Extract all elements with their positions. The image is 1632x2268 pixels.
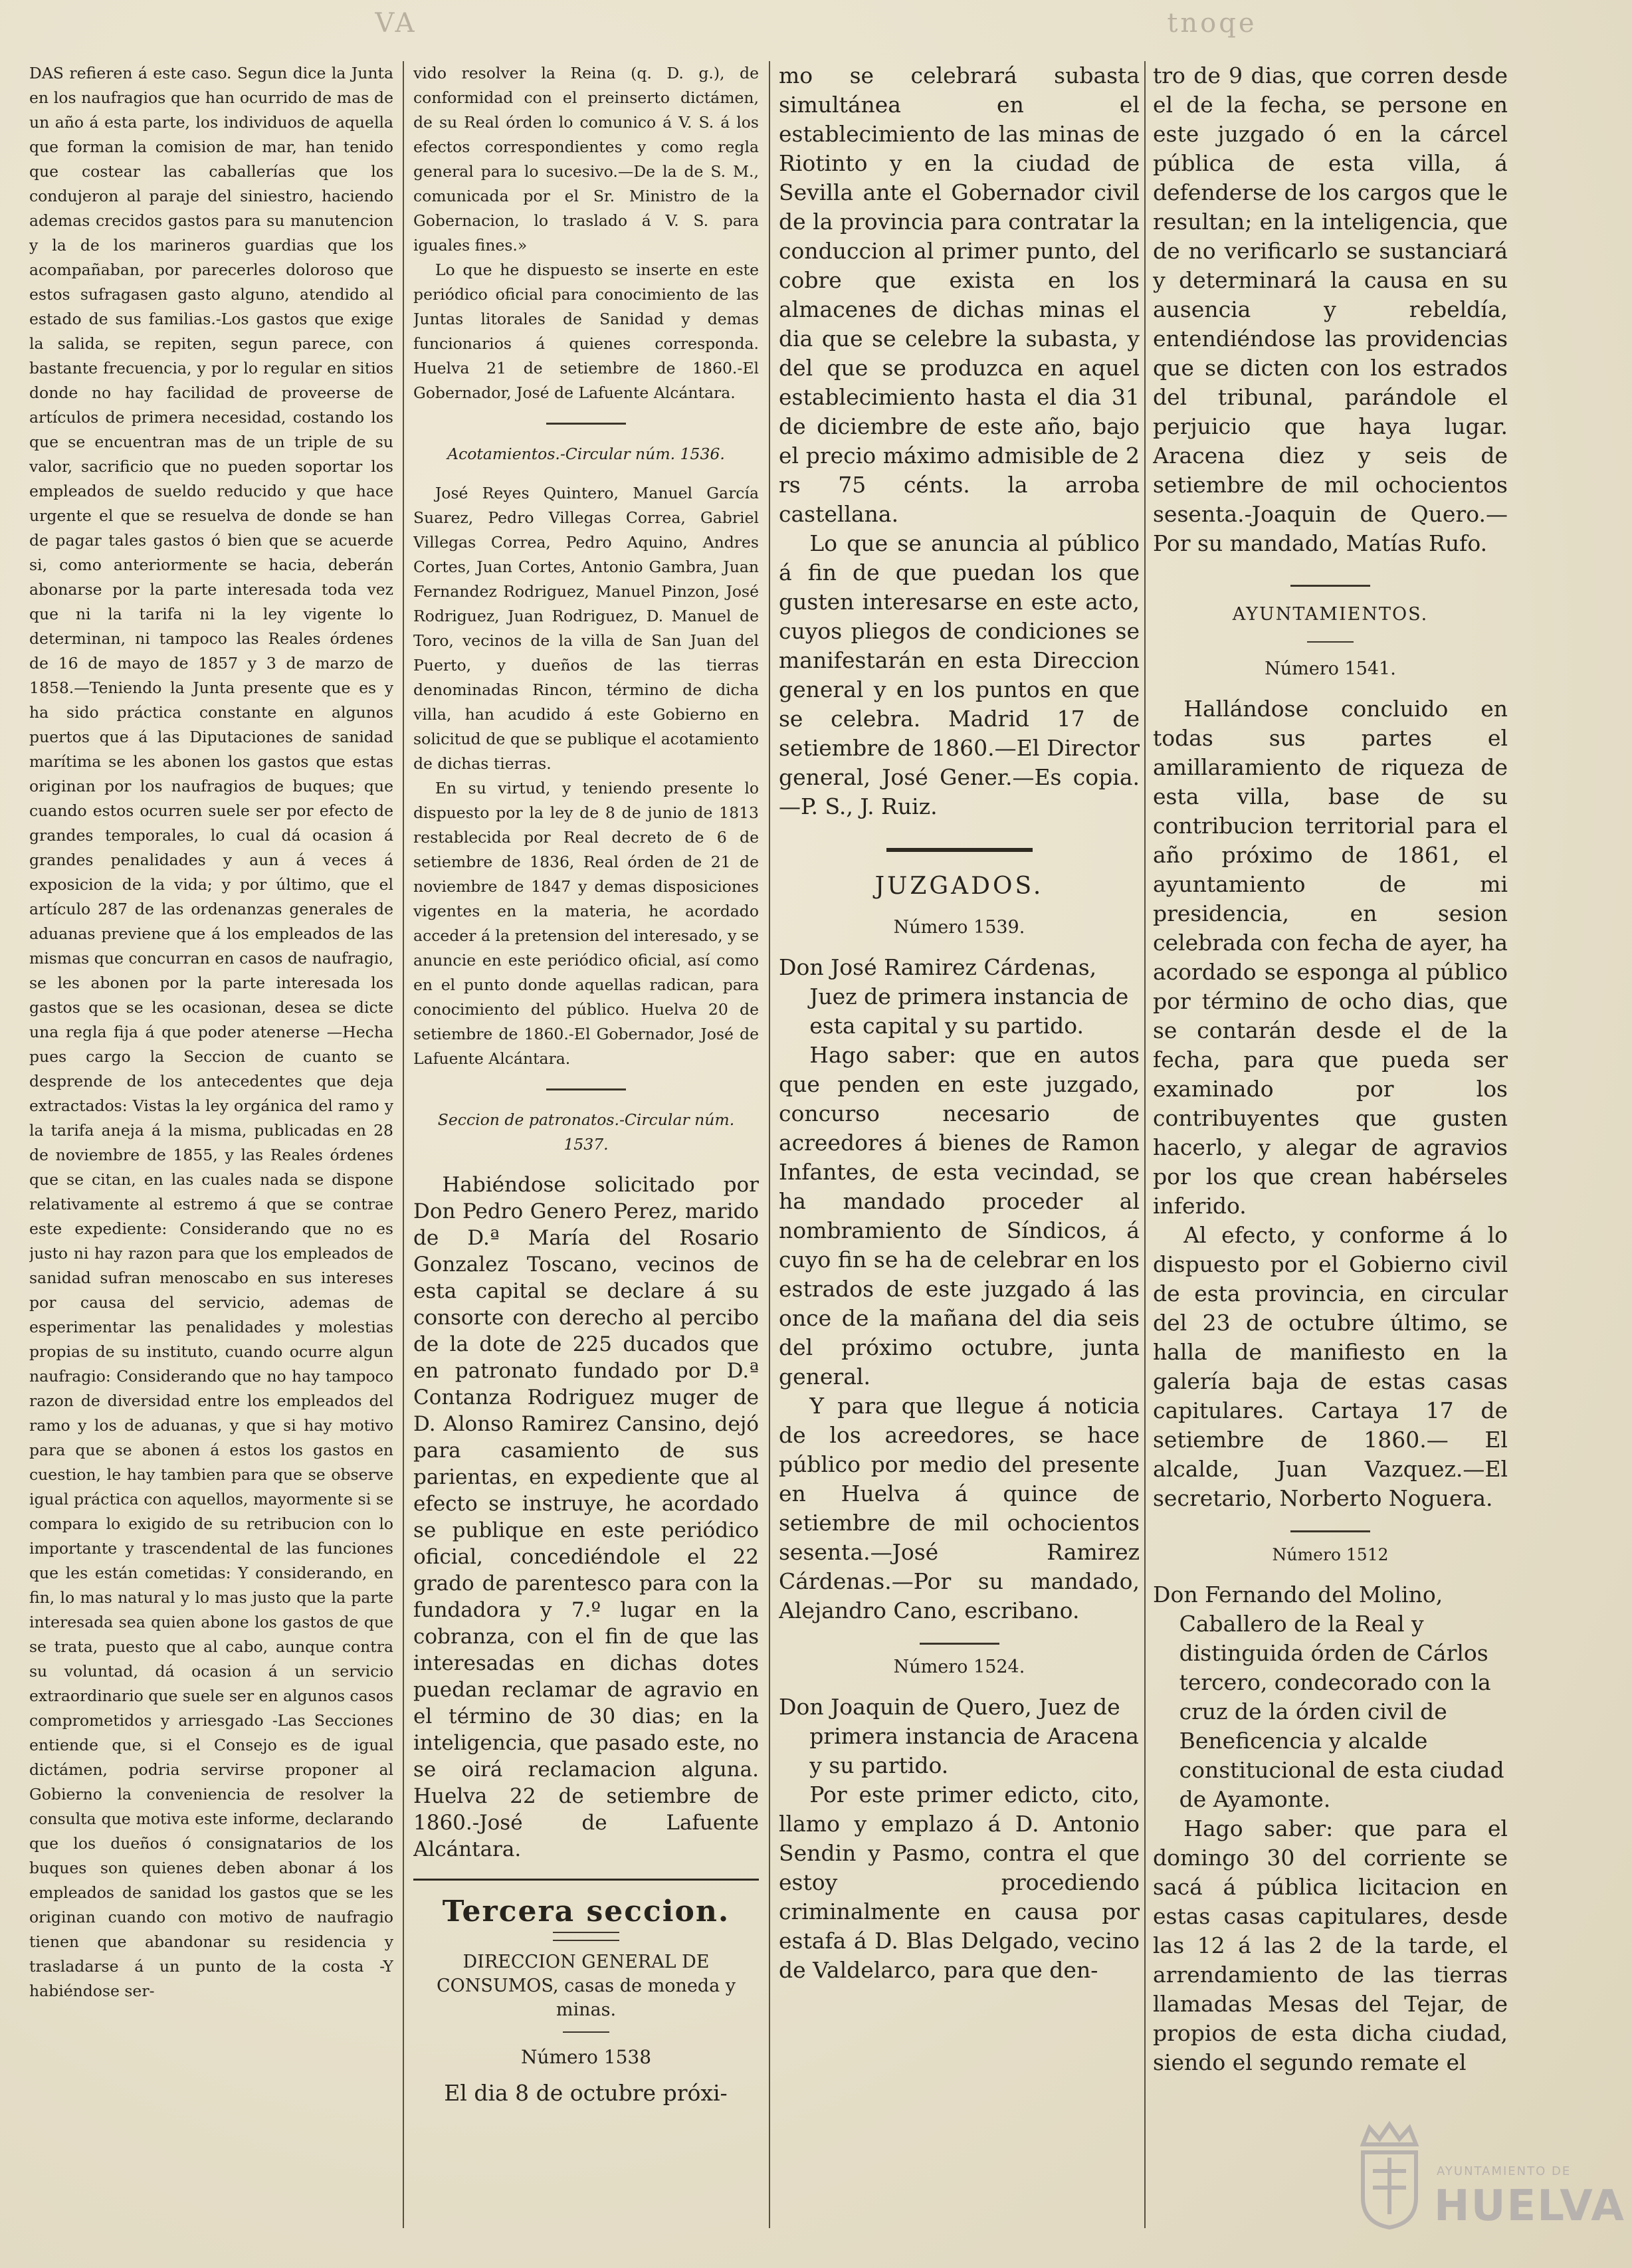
separator-rule: [546, 1088, 626, 1090]
circular-1536-heading: Acotamientos.-Circular núm. 1536.: [447, 445, 725, 463]
col3-paragraph-6: Don Joaquin de Quero, Juez de primera instancia de Aracena y su partido.: [779, 1694, 1139, 1778]
logo-small-text: AYUNTAMIENTO DE: [1437, 2164, 1572, 2178]
col3-paragraph-5: Y para que llegue á noticia de los acreedores, se hace público por medio del presente en Huelva á quince de setiembre de mil ochocientos sesenta.—José Ramirez Cárdenas.—Por su mandado, Alejandro Cano, escribano.: [779, 1393, 1140, 1623]
header-right: tnoqe: [1167, 8, 1257, 39]
section-title: Tercera seccion.: [442, 1895, 730, 1928]
col2-paragraph-4: En su virtud, y teniendo presente lo dispuesto por la ley de 8 de junio de 1813 restablecida por Real decreto de 6 de setiembre de 1836, Real órden de 21 de noviembre de 1847 y demas disposiciones vigentes en la materia, he acordado acceder á la pretension del interesado, y se anuncie en este periódico oficial, así como en el punto donde aquellas radican, para conocimiento del público. Huelva 20 de setiembre de 1860.-El Gobernador, José de Lafuente Alcántara.: [413, 779, 759, 1068]
crown-shield-icon: [1353, 2118, 1426, 2231]
column-1: [29, 61, 393, 2228]
col4-paragraph-5: Hago saber: que para el domingo 30 del corriente se sacá á pública licitacion en estas casas capitulares, desde las 12 á las 2 de la tarde, el arrendamiento de las tierras llamadas Mesas del Tejar, de propios de esta dicha ciudad, siendo el segundo remate el: [1153, 1815, 1508, 2075]
column-divider: [769, 61, 770, 2228]
ayuntamientos-heading: AYUNTAMIENTOS.: [1232, 604, 1429, 625]
separator-rule: [920, 1643, 999, 1645]
col3-paragraph-3: Don José Ramirez Cárdenas, Juez de primera instancia de esta capital y su partido.: [779, 954, 1129, 1039]
col3-paragraph-7: Por este primer edicto, cito, llamo y emplazo á D. Antonio Sendin y Pasmo, contra el que estoy procediendo criminalmente en causa por estafa á D. Blas Delgado, vecino de Valdelarco, para que den-: [779, 1782, 1140, 1983]
juzgados-heading: JUZGADOS.: [874, 873, 1044, 900]
number-1524: Número 1524.: [893, 1657, 1025, 1677]
direccion-heading: DIRECCION GENERAL DE CONSUMOS, casas de moneda y minas.: [436, 1952, 736, 2020]
col1-paragraph: DAS refieren á este caso. Segun dice la Junta en los naufragios que han ocurrido de mas de un año á esta parte, los individuos de aquella que forman la comision de mar, han tenido que costear las caballerías que los condujeron al paraje del siniestro, haciendo ademas crecidos gastos para su manutencion y la de los marineros guardias que los acompañaban, por parecerles doloroso que estos sufragasen gasto alguno, atendido al estado de sus familias.-Los gastos que exige la salida, se repiten, segun parece, con bastante frecuencia, y por lo regular en sitios donde no hay facilidad de proveerse de artículos de primera necesidad, costando los que se encuentran mas de un triple de su valor, sacrificio que no pueden soportar los empleados de sueldo reducido y que hace urgente el que se resuelva de donde se han de pagar tales gastos ó bien que se acuerde si, como anteriormente se hacia, deberán abonarse por la parte interesada toda vez que ni la tarifa ni la ley vigente lo determinan, ni tampoco las Reales órdenes de 16 de mayo de 1857 y 3 de marzo de 1858.—Teniendo la Junta presente que es y ha sido práctica constante en algunos puertos que á las Diputaciones de sanidad marítima se les abonen los gastos que estas originan por los naufragios de buques; que cuando estos ocurren suele ser por efecto de grandes temporales, lo cual dá ocasion á grandes penalidades y aun á veces á exposicion de la vida; y por último, que el artículo 287 de las ordenanzas generales de aduanas previene que á los empleados de las mismas que concurran en casos de naufragio, se les abonen por la parte interesada los gastos que se les ocasionan, desea se dicte una regla fija á que poder atenerse —Hecha pues cargo la Seccion de cuanto se desprende de los antecedentes que deja extractados: Vistas la ley orgánica del ramo y la tarifa aneja á la misma, publicadas en 28 de noviembre de 1855, y las Reales órdenes que se citan, en las cuales nada se dispone relativamente al estremo á que se contrae este expediente: Considerando que no es justo ni hay razon para que los empleados de sanidad sufran menoscabo en sus intereses por causa del servicio, ademas de esperimentar las penalidades y molestias propias de su instituto, cuando ocurre algun naufragio: Considerando que no hay tampoco razon de diversidad entre los empleados del ramo y los de aduanas, y que si hay motivo para que se abonen á estos los gastos en cuestion, le hay tambien para que se observe igual práctica con aquellos, mayormente si se compara lo exigido de su retribucion con lo importante y trascendental de las funciones que les están cometidas: Y considerando, en fin, lo mas natural y lo mas justo que la parte interesada sea quien abone los gastos de que se trata, puesto que al cabo, aunque contra su voluntad, dá ocasion á un servicio extraordinario que suele ser en algunos casos comprometidos y arriesgado -Las Secciones entiende que, si el Consejo es de igual dictámen, podria servirse proponer al Gobierno la conveniencia de resolver la consulta que motiva este informe, declarando que los dueños ó consignatarios de los buques son quienes deben abonar á los empleados de sanidad los gastos que se les originan cuando con motivo de naufragio tienen que abandonar su residencia y trasladarse á un punto de la costa -Y habiéndose ser-: [29, 64, 393, 2000]
separator-rule: [1290, 585, 1370, 587]
col3-paragraph-1: mo se celebrará subasta simultánea en el establecimiento de las minas de Riotinto y en la ciudad de Sevilla ante el Gobernador civil de la provincia para contratar la conduccion al primer punto, del cobre que exista en los almacenes de dichas minas el dia que se celebre la subasta, y del que se produzca en aquel establecimiento hasta el dia 31 de diciembre de este año, bajo el precio máximo admisible de 2 rs 75 cénts. la arroba castellana.: [779, 62, 1140, 527]
number-1512: Número 1512: [1272, 1545, 1389, 1564]
header-left: VA: [375, 8, 417, 39]
bleed-through-header: [0, 0, 1632, 47]
circular-1537-heading: Seccion de patronatos.-Circular núm. 1537.: [437, 1110, 735, 1154]
col2-paragraph-1: vido resolver la Reina (q. D. g.), de conformidad con el preinserto dictámen, de su Real órden lo comunico á V. S. á los efectos correspondientes y como regla general para lo sucesivo.—De la de S. M., comunicada por el Sr. Ministro de la Gobernacion, lo traslado á V. S. para iguales fines.»: [413, 64, 759, 255]
column-3: [779, 61, 1140, 2228]
col4-paragraph-2: Hallándose concluido en todas sus partes el amillaramiento de riqueza de esta villa, base de su contribucion territorial para el año próximo de 1861, el ayuntamiento de mi presidencia, en sesion celebrada con fecha de ayer, ha acordado se esponga al público por término de ocho dias, que se contarán desde el de la fecha, para que pueda ser examinado por los contribuyentes que gusten hacerlo, y alegar de agravios por los que crean habérseles inferido.: [1153, 696, 1508, 1219]
column-divider: [1144, 61, 1146, 2228]
col2-paragraph-5: Habiéndose solicitado por Don Pedro Genero Perez, marido de D.ª María del Rosario Gonzalez Toscano, vecinos de esta capital se declare á su consorte con derecho al percibo de la dote de 225 ducados que en patronato fundado por D.ª Contanza Rodriguez muger de D. Alonso Ramirez Cansino, dejó para casamiento de sus parientas, en expediente que al efecto se instruye, he acordado se publique en este periódico oficial, concediéndole el 22 grado de parentesco para con la fundadora y 7.º lugar en la cobranza, con el fin de que las interesadas en dichas dotes puedan reclamar de agravio en el término de 30 dias; en la inteligencia, que pasado este, no se oirá reclamacion alguna. Huelva 22 de setiembre de 1860.-José de Lafuente Alcántara.: [413, 1173, 759, 1861]
col2-paragraph-6: El dia 8 de octubre próxi-: [444, 2080, 728, 2106]
separator-rule: [1290, 1530, 1370, 1532]
col3-paragraph-2: Lo que se anuncia al público á fin de que puedan los que gusten interesarse en este acto, cuyos pliegos de condiciones se manifestarán en esta Direccion general y en los puntos en que se celebra. Madrid 17 de setiembre de 1860.—El Director general, José Gener.—Es copia.—P. S., J. Ruiz.: [779, 530, 1140, 819]
column-divider: [403, 61, 404, 2228]
logo-name: HUELVA: [1434, 2182, 1625, 2231]
col3-paragraph-4: Hago saber: que en autos que penden en este juzgado, concurso necesario de acreedores á bienes de Ramon Infantes, de esta vecindad, se ha mandado proceder al nombramiento de Síndicos, á cuyo fin se ha de celebrar en los estrados de este juzgado á las once de la mañana del dia seis del próximo octubre, junta general.: [779, 1042, 1140, 1390]
column-4: [1153, 61, 1508, 2228]
col2-paragraph-3: José Reyes Quintero, Manuel García Suarez, Pedro Villegas Correa, Gabriel Villegas Correa, Pedro Aquino, Andres Cortes, Juan Cortes, Antonio Gambra, Juan Fernandez Rodriguez, Manuel Pinzon, José Rodriguez, Juan Rodriguez, D. Manuel de Toro, vecinos de la villa de San Juan del Puerto, y dueños de las tierras denominadas Rincon, término de dicha villa, han acudido á este Gobierno en solicitud de que se publique el acotamiento de dichas tierras.: [413, 484, 759, 773]
col4-paragraph-4: Don Fernando del Molino, Caballero de la Real y distinguida órden de Cárlos tercero, condecorado con la cruz de la órden civil de Beneficencia y alcalde constitucional de esta ciudad de Ayamonte.: [1153, 1582, 1504, 1812]
column-2: [413, 61, 759, 2228]
col2-paragraph-2: Lo que he dispuesto se inserte en este periódico oficial para conocimiento de las Juntas litorales de Sanidad y demas funcionarios á quienes corresponda. Huelva 21 de setiembre de 1860.-El Gobernador, José de Lafuente Alcántara.: [413, 260, 759, 402]
double-rule: [553, 1932, 619, 1941]
number-1539: Número 1539.: [893, 917, 1025, 938]
section-rule: [886, 848, 1033, 852]
huelva-watermark-logo: [1353, 2118, 1625, 2244]
col4-paragraph-3: Al efecto, y conforme á lo dispuesto por el Gobierno civil de esta provincia, en circular del 23 de octubre último, se halla de manifiesto en la galería baja de estas casas capitulares. Cartaya 17 de setiembre de 1860.— El alcalde, Juan Vazquez.—El secretario, Norberto Noguera.: [1153, 1222, 1508, 1511]
section-rule: [413, 1879, 759, 1881]
separator-rule: [563, 2031, 609, 2033]
col4-paragraph-1: tro de 9 dias, que corren desde el de la fecha, se persone en este juzgado ó en la cárcel pública de esta villa, á defenderse de los cargos que le resultan; en la inteligencia, que de no verificarlo se sustanciará y determinará la causa en su ausencia y rebeldía, entendiéndose las providencias que se dicten con los estrados del tribunal, parándole el perjuicio que haya lugar. Aracena diez y seis de setiembre de mil ochocientos sesenta.-Joaquin de Quero.—Por su mandado, Matías Rufo.: [1153, 62, 1508, 556]
separator-rule: [1307, 641, 1354, 643]
separator-rule: [546, 423, 626, 425]
number-1538: Número 1538: [520, 2046, 652, 2068]
number-1541: Número 1541.: [1265, 659, 1396, 679]
